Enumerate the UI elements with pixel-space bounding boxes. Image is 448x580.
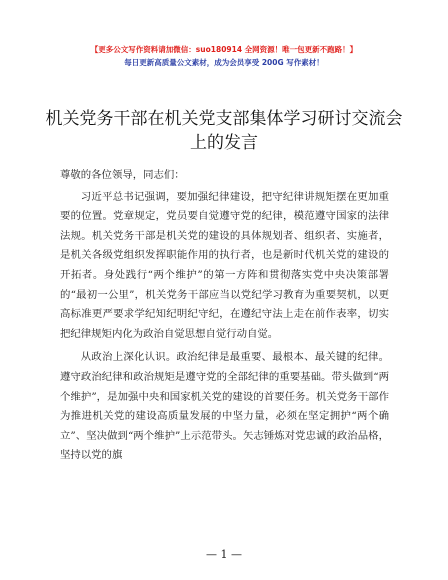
page-number: — 1 — (206, 548, 242, 561)
document-body (60, 166, 389, 470)
body-paragraph-1: 习近平总书记强调，要加强纪律建设，把守纪律讲规矩摆在更加重要的位置。党章规定，党员要自觉遵守党的纪律，模范遵守国家的法律法规。机关党务干部是机关党的建设的具体规划者、组织者、实施者，是机关各级党组织发挥职能作用的执行者，也是新时代机关党的建设的开拓者。身处践行“两个维护”的第一方阵和贯彻落实党中央决策部署的“最初一公里”，机关党务干部应当以党纪学习教育为重要契机，以更高标准更严要求学纪知纪明纪守纪，在遵纪守法上走在前作表率，切实把纪律规矩内化为政治自觉思想自觉行动自觉。 (60, 190, 389, 340)
promo-banner-line-2: 每日更新高质量公文素材，成为会员享受 200G 写作素材！ (124, 58, 324, 67)
document-title: 机关党务干部在机关党支部集体学习研讨交流会上的发言 (45, 109, 403, 154)
body-paragraph-2: 从政治上深化认识。政治纪律是最重要、最根本、最关键的纪律。遵守政治纪律和政治规矩是遵守党的全部纪律的重要基础。带头做到“两个维护”，是加强中央和国家机关党的建设的首要任务。机关党务干部作为推进机关党的建设高质量发展的中坚力量，必须在坚定拥护“两个确立”、坚决做到“两个维护”上示范带头。矢志锤炼对党忠诚的政治品格，坚持以党的旗 (60, 351, 389, 462)
promo-banner-line-1: 【更多公文写作资料请加微信：suo180914 全网资源！唯一包更新不跑路！】 (90, 45, 358, 54)
salutation: 尊敬的各位领导，同志们： (60, 169, 185, 181)
